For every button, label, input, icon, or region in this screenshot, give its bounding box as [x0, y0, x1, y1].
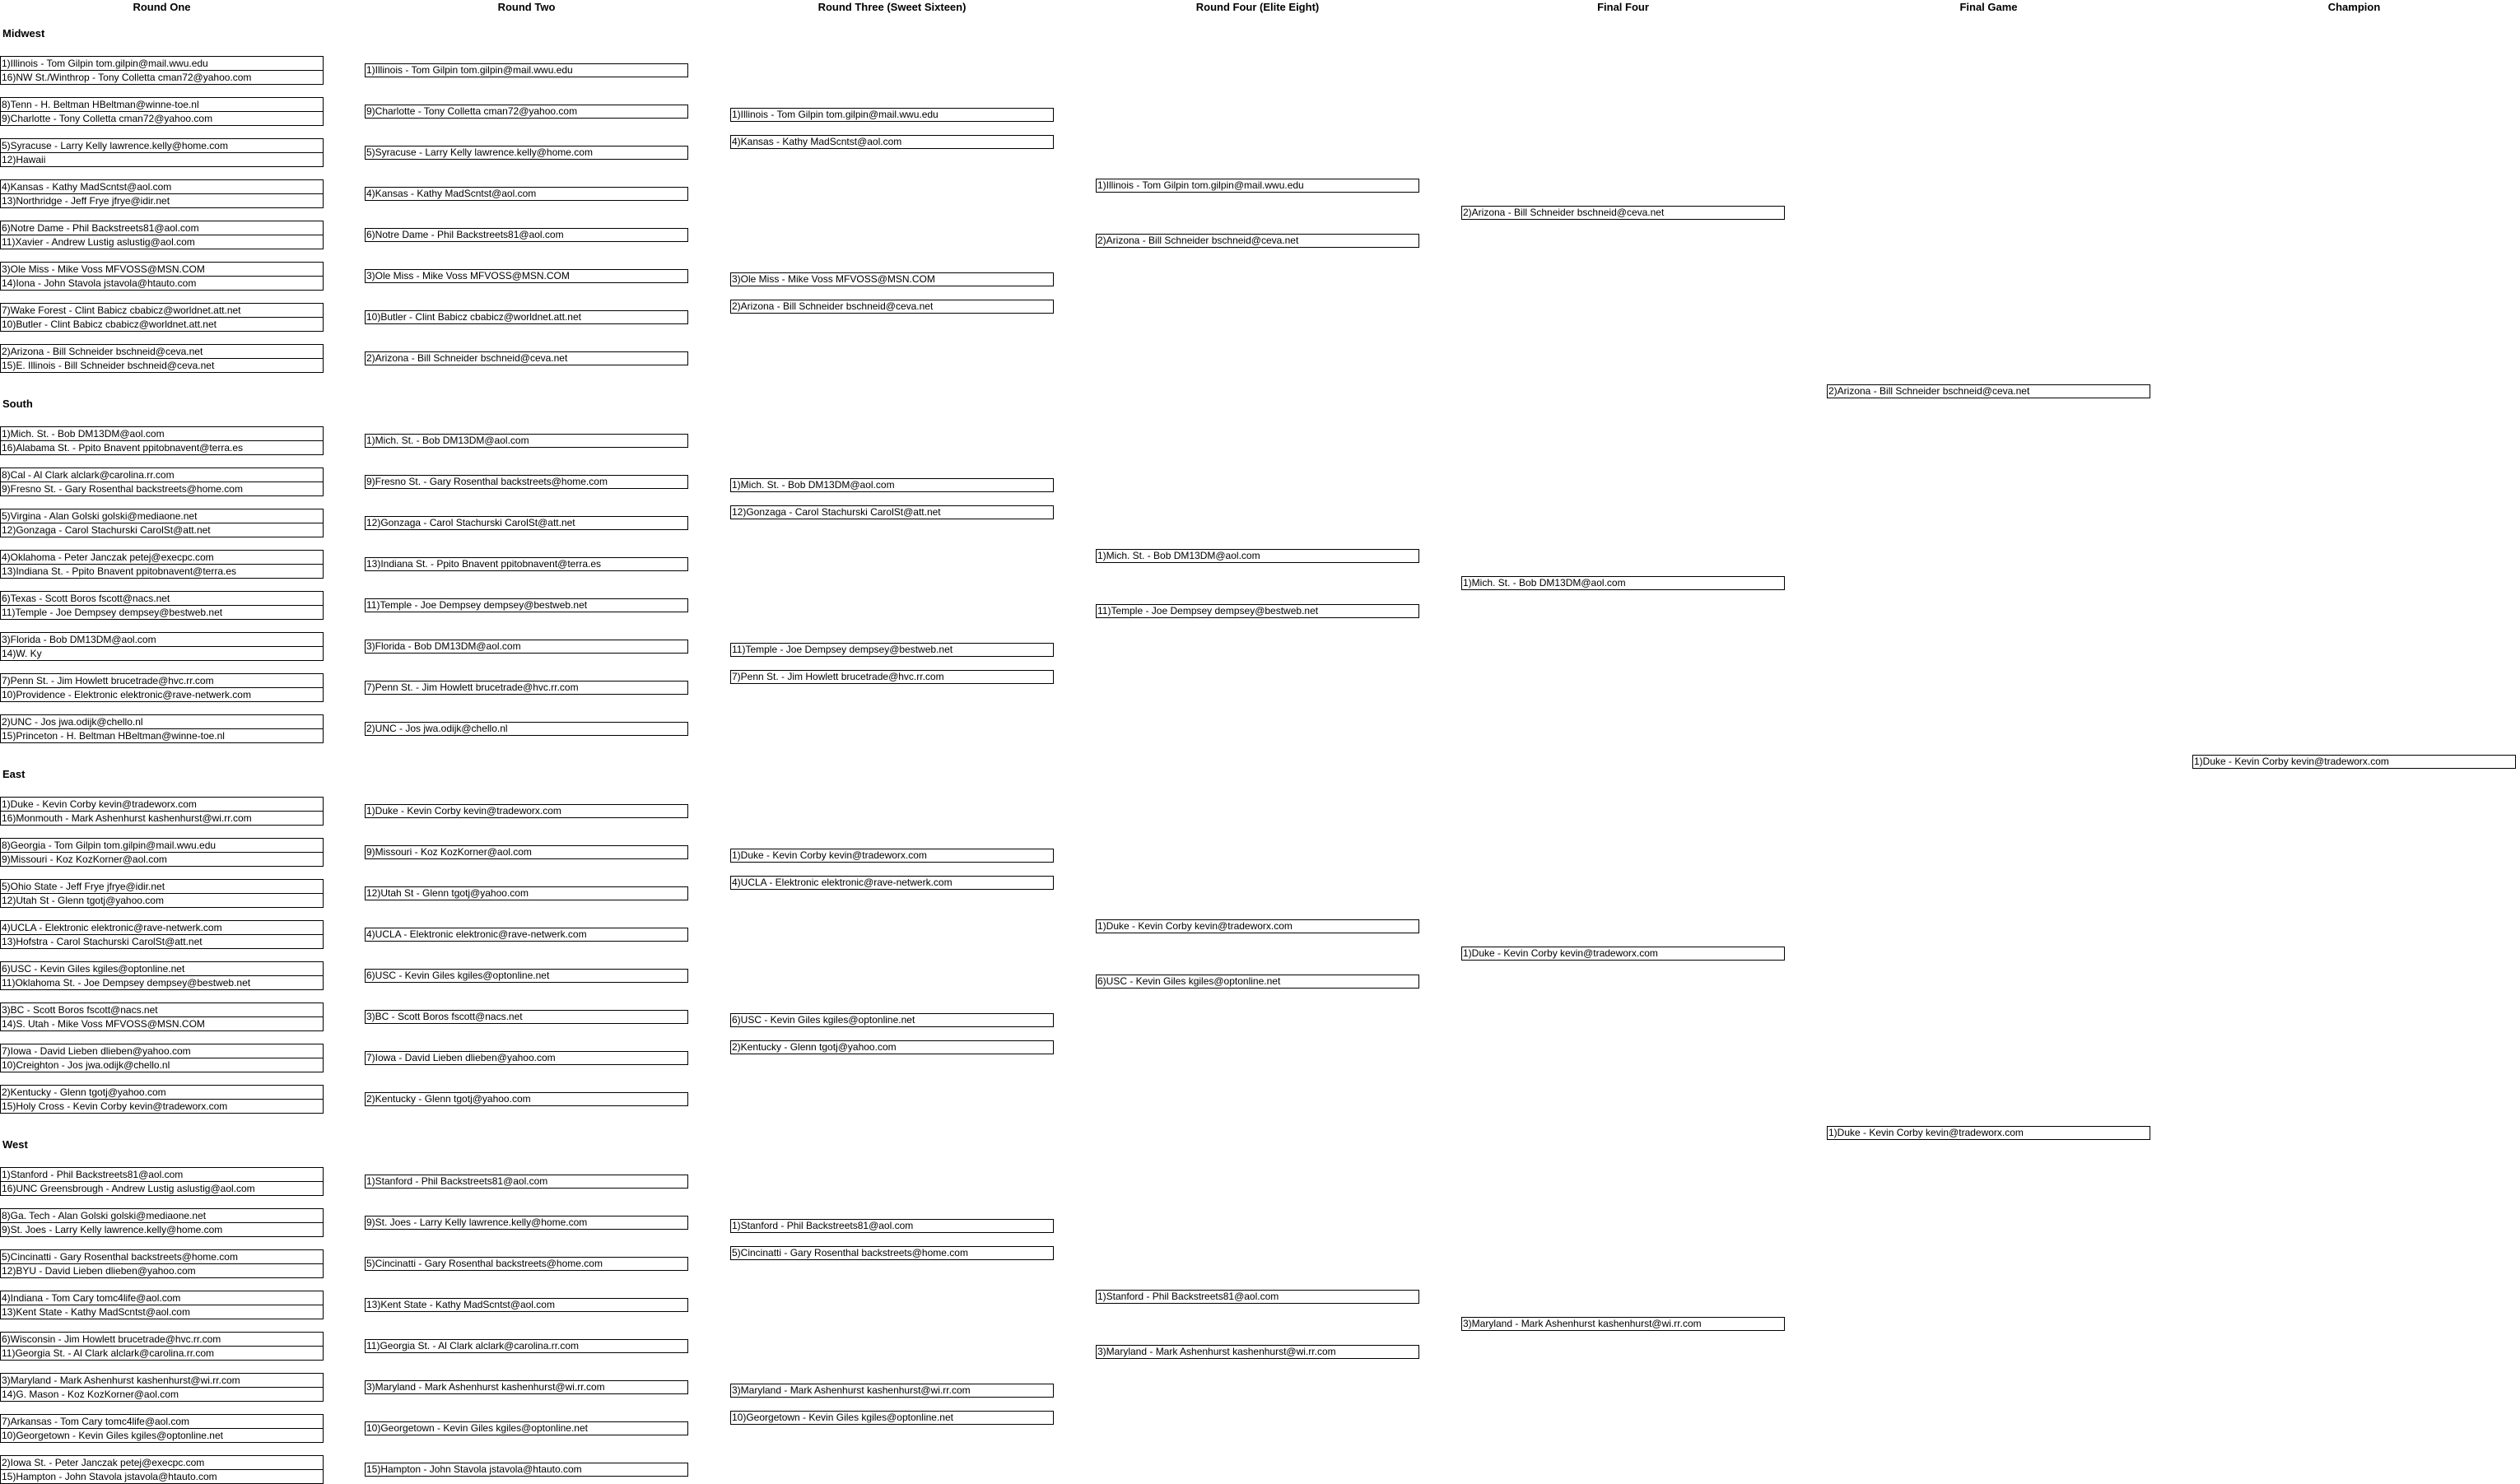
team-entry: 13)Northridge - Jeff Frye jfrye@idir.net — [1, 193, 323, 207]
team-entry: 11)Temple - Joe Dempsey dempsey@bestweb.net — [1, 605, 323, 619]
round3-pick: 1)Duke - Kevin Corby kevin@tradeworx.com — [730, 849, 1054, 863]
round3-pick: 1)Illinois - Tom Gilpin tom.gilpin@mail.wwu.edu — [730, 108, 1054, 122]
team-entry: 5)Cincinatti - Gary Rosenthal backstreets@home.com — [2, 1251, 238, 1263]
team-entry: 2)UNC - Jos jwa.odijk@chello.nl — [2, 716, 143, 728]
round4-pick: 2)Arizona - Bill Schneider bschneid@ceva.net — [1096, 234, 1419, 248]
team-entry: 1)Mich. St. - Bob DM13DM@aol.com — [2, 428, 165, 440]
team-entry: 10)Georgetown - Kevin Giles kgiles@optonline.net — [1, 1428, 323, 1442]
round1-matchup — [0, 632, 324, 661]
round2-pick: 13)Kent State - Kathy MadScntst@aol.com — [365, 1298, 688, 1312]
round2-pick: 3)BC - Scott Boros fscott@nacs.net — [365, 1010, 688, 1024]
round1-matchup — [0, 1455, 324, 1484]
team-entry: 15)Holy Cross - Kevin Corby kevin@tradeworx.com — [1, 1099, 323, 1113]
round2-pick: 7)Iowa - David Lieben dlieben@yahoo.com — [365, 1051, 688, 1065]
column-header-6: Final Game — [1959, 1, 2018, 13]
round2-pick: 11)Temple - Joe Dempsey dempsey@bestweb.net — [365, 598, 688, 612]
region-label-midwest: Midwest — [2, 27, 45, 40]
round2-pick: 2)UNC - Jos jwa.odijk@chello.nl — [365, 722, 688, 736]
team-entry: 2)Kentucky - Glenn tgotj@yahoo.com — [2, 1086, 166, 1098]
round2-pick: 11)Georgia St. - Al Clark alclark@carolina.rr.com — [365, 1339, 688, 1353]
round2-pick: 9)St. Joes - Larry Kelly lawrence.kelly@home.com — [365, 1216, 688, 1230]
round1-matchup — [0, 879, 324, 908]
round2-pick: 9)Missouri - Koz KozKorner@aol.com — [365, 845, 688, 859]
round1-matchup — [0, 1291, 324, 1319]
team-entry: 8)Tenn - H. Beltman HBeltman@winne-toe.nl — [2, 99, 199, 110]
round1-matchup — [0, 1414, 324, 1443]
round2-pick: 6)Notre Dame - Phil Backstreets81@aol.com — [365, 228, 688, 242]
round3-pick: 12)Gonzaga - Carol Stachurski CarolSt@att.net — [730, 505, 1054, 519]
round2-pick: 3)Ole Miss - Mike Voss MFVOSS@MSN.COM — [365, 269, 688, 283]
round4-pick: 1)Stanford - Phil Backstreets81@aol.com — [1096, 1290, 1419, 1304]
team-entry: 7)Iowa - David Lieben dlieben@yahoo.com — [2, 1045, 191, 1057]
round2-pick: 13)Indiana St. - Ppito Bnavent ppitobnavent@terra.es — [365, 557, 688, 571]
round3-pick: 5)Cincinatti - Gary Rosenthal backstreets@home.com — [730, 1246, 1054, 1260]
final-four-pick: 1)Mich. St. - Bob DM13DM@aol.com — [1461, 576, 1785, 590]
region-label-south: South — [2, 398, 33, 410]
region-label-west: West — [2, 1138, 28, 1151]
team-entry: 2)Iowa St. - Peter Janczak petej@execpc.com — [2, 1457, 205, 1468]
round2-pick: 9)Fresno St. - Gary Rosenthal backstreets@home.com — [365, 475, 688, 489]
column-header-3: Round Three (Sweet Sixteen) — [817, 1, 967, 13]
team-entry: 1)Illinois - Tom Gilpin tom.gilpin@mail.wwu.edu — [2, 58, 208, 69]
round1-matchup — [0, 1373, 324, 1402]
round4-pick: 3)Maryland - Mark Ashenhurst kashenhurst@wi.rr.com — [1096, 1345, 1419, 1359]
round2-pick: 5)Syracuse - Larry Kelly lawrence.kelly@home.com — [365, 146, 688, 160]
team-entry: 6)Wisconsin - Jim Howlett brucetrade@hvc.rr.com — [2, 1333, 221, 1345]
round1-matchup — [0, 303, 324, 332]
round3-pick: 2)Kentucky - Glenn tgotj@yahoo.com — [730, 1040, 1054, 1054]
column-header-1: Round One — [133, 1, 191, 13]
team-entry: 1)Duke - Kevin Corby kevin@tradeworx.com — [2, 798, 197, 810]
round1-matchup — [0, 138, 324, 167]
round3-pick: 1)Mich. St. - Bob DM13DM@aol.com — [730, 478, 1054, 492]
round4-pick: 1)Duke - Kevin Corby kevin@tradeworx.com — [1096, 919, 1419, 933]
team-entry: 16)Monmouth - Mark Ashenhurst kashenhurst@wi.rr.com — [1, 811, 323, 825]
final-game-pick: 1)Duke - Kevin Corby kevin@tradeworx.com — [1827, 1126, 2150, 1140]
team-entry: 14)G. Mason - Koz KozKorner@aol.com — [1, 1387, 323, 1401]
round1-matchup — [0, 97, 324, 126]
round3-pick: 2)Arizona - Bill Schneider bschneid@ceva.net — [730, 300, 1054, 314]
team-entry: 4)UCLA - Elektronic elektronic@rave-netwerk.com — [2, 922, 222, 933]
team-entry: 10)Creighton - Jos jwa.odijk@chello.nl — [1, 1058, 323, 1072]
round2-pick: 1)Illinois - Tom Gilpin tom.gilpin@mail.wwu.edu — [365, 63, 688, 77]
team-entry: 7)Wake Forest - Clint Babicz cbabicz@worldnet.att.net — [2, 305, 241, 316]
round3-pick: 10)Georgetown - Kevin Giles kgiles@optonline.net — [730, 1411, 1054, 1425]
region-label-east: East — [2, 768, 26, 780]
team-entry: 2)Arizona - Bill Schneider bschneid@ceva.net — [2, 346, 203, 357]
team-entry: 13)Hofstra - Carol Stachurski CarolSt@att.net — [1, 934, 323, 948]
round2-pick: 15)Hampton - John Stavola jstavola@htauto.com — [365, 1463, 688, 1477]
round2-pick: 4)UCLA - Elektronic elektronic@rave-netwerk.com — [365, 928, 688, 942]
team-entry: 14)Iona - John Stavola jstavola@htauto.com — [1, 276, 323, 290]
team-entry: 9)Fresno St. - Gary Rosenthal backstreets@home.com — [1, 481, 323, 495]
team-entry: 5)Syracuse - Larry Kelly lawrence.kelly@home.com — [2, 140, 228, 151]
team-entry: 16)UNC Greensbrough - Andrew Lustig aslustig@aol.com — [1, 1181, 323, 1195]
team-entry: 14)W. Ky — [1, 646, 323, 660]
round2-pick: 2)Kentucky - Glenn tgotj@yahoo.com — [365, 1092, 688, 1106]
round1-matchup — [0, 797, 324, 826]
team-entry: 13)Indiana St. - Ppito Bnavent ppitobnavent@terra.es — [1, 564, 323, 578]
final-four-pick: 1)Duke - Kevin Corby kevin@tradeworx.com — [1461, 947, 1785, 961]
round4-pick: 1)Mich. St. - Bob DM13DM@aol.com — [1096, 549, 1419, 563]
team-entry: 11)Xavier - Andrew Lustig aslustig@aol.com — [1, 235, 323, 249]
final-game-pick: 2)Arizona - Bill Schneider bschneid@ceva.net — [1827, 384, 2150, 398]
round3-pick: 4)Kansas - Kathy MadScntst@aol.com — [730, 135, 1054, 149]
round2-pick: 10)Butler - Clint Babicz cbabicz@worldnet.att.net — [365, 310, 688, 324]
final-four-pick: 2)Arizona - Bill Schneider bschneid@ceva.net — [1461, 206, 1785, 220]
round2-pick: 1)Duke - Kevin Corby kevin@tradeworx.com — [365, 804, 688, 818]
round1-matchup — [0, 920, 324, 949]
round4-pick: 6)USC - Kevin Giles kgiles@optonline.net — [1096, 975, 1419, 989]
round3-pick: 4)UCLA - Elektronic elektronic@rave-netwerk.com — [730, 876, 1054, 890]
team-entry: 9)St. Joes - Larry Kelly lawrence.kelly@home.com — [1, 1222, 323, 1236]
round1-matchup — [0, 550, 324, 579]
team-entry: 9)Charlotte - Tony Colletta cman72@yahoo.com — [1, 111, 323, 125]
team-entry: 8)Cal - Al Clark alclark@carolina.rr.com — [2, 469, 175, 481]
round3-pick: 7)Penn St. - Jim Howlett brucetrade@hvc.rr.com — [730, 670, 1054, 684]
round2-pick: 2)Arizona - Bill Schneider bschneid@ceva.net — [365, 351, 688, 365]
round2-pick: 1)Stanford - Phil Backstreets81@aol.com — [365, 1175, 688, 1189]
round1-matchup — [0, 1085, 324, 1114]
round1-matchup — [0, 426, 324, 455]
round1-matchup — [0, 1167, 324, 1196]
round1-matchup — [0, 591, 324, 620]
team-entry: 10)Providence - Elektronic elektronic@rave-netwerk.com — [1, 687, 323, 701]
team-entry: 4)Indiana - Tom Cary tomc4life@aol.com — [2, 1292, 181, 1304]
round1-matchup — [0, 344, 324, 373]
team-entry: 4)Oklahoma - Peter Janczak petej@execpc.com — [2, 551, 214, 563]
team-entry: 14)S. Utah - Mike Voss MFVOSS@MSN.COM — [1, 1016, 323, 1030]
column-header-4: Round Four (Elite Eight) — [1195, 1, 1320, 13]
round3-pick: 11)Temple - Joe Dempsey dempsey@bestweb.net — [730, 643, 1054, 657]
team-entry: 15)Hampton - John Stavola jstavola@htauto.com — [1, 1469, 323, 1483]
round2-pick: 1)Mich. St. - Bob DM13DM@aol.com — [365, 434, 688, 448]
round3-pick: 6)USC - Kevin Giles kgiles@optonline.net — [730, 1013, 1054, 1027]
round2-pick: 3)Maryland - Mark Ashenhurst kashenhurst@wi.rr.com — [365, 1380, 688, 1394]
team-entry: 16)Alabama St. - Ppito Bnavent ppitobnavent@terra.es — [1, 440, 323, 454]
round1-matchup — [0, 468, 324, 496]
team-entry: 6)Notre Dame - Phil Backstreets81@aol.com — [2, 222, 199, 234]
team-entry: 12)Gonzaga - Carol Stachurski CarolSt@att.net — [1, 523, 323, 537]
round2-pick: 4)Kansas - Kathy MadScntst@aol.com — [365, 187, 688, 201]
team-entry: 4)Kansas - Kathy MadScntst@aol.com — [2, 181, 172, 193]
round3-pick: 3)Ole Miss - Mike Voss MFVOSS@MSN.COM — [730, 272, 1054, 286]
team-entry: 7)Arkansas - Tom Cary tomc4life@aol.com — [2, 1416, 190, 1427]
champion-pick: 1)Duke - Kevin Corby kevin@tradeworx.com — [2192, 755, 2516, 769]
team-entry: 1)Stanford - Phil Backstreets81@aol.com — [2, 1169, 184, 1180]
round2-pick: 12)Utah St - Glenn tgotj@yahoo.com — [365, 886, 688, 900]
round1-matchup — [0, 262, 324, 291]
team-entry: 10)Butler - Clint Babicz cbabicz@worldnet.att.net — [1, 317, 323, 331]
column-header-7: Champion — [2327, 1, 2381, 13]
round1-matchup — [0, 714, 324, 743]
round1-matchup — [0, 838, 324, 867]
round1-matchup — [0, 221, 324, 249]
round2-pick: 7)Penn St. - Jim Howlett brucetrade@hvc.rr.com — [365, 681, 688, 695]
round1-matchup — [0, 673, 324, 702]
round2-pick: 3)Florida - Bob DM13DM@aol.com — [365, 640, 688, 654]
round2-pick: 12)Gonzaga - Carol Stachurski CarolSt@att.net — [365, 516, 688, 530]
team-entry: 7)Penn St. - Jim Howlett brucetrade@hvc.rr.com — [2, 675, 214, 686]
round1-matchup — [0, 961, 324, 990]
team-entry: 3)Maryland - Mark Ashenhurst kashenhurst@wi.rr.com — [2, 1375, 240, 1386]
team-entry: 3)BC - Scott Boros fscott@nacs.net — [2, 1004, 158, 1016]
team-entry: 13)Kent State - Kathy MadScntst@aol.com — [1, 1305, 323, 1319]
round1-matchup — [0, 179, 324, 208]
column-header-5: Final Four — [1597, 1, 1649, 13]
round1-matchup — [0, 1003, 324, 1031]
team-entry: 12)BYU - David Lieben dlieben@yahoo.com — [1, 1263, 323, 1277]
team-entry: 15)E. Illinois - Bill Schneider bschneid@ceva.net — [1, 358, 323, 372]
team-entry: 11)Oklahoma St. - Joe Dempsey dempsey@bestweb.net — [1, 975, 323, 989]
team-entry: 8)Georgia - Tom Gilpin tom.gilpin@mail.wwu.edu — [2, 840, 217, 851]
round2-pick: 10)Georgetown - Kevin Giles kgiles@optonline.net — [365, 1421, 688, 1435]
final-four-pick: 3)Maryland - Mark Ashenhurst kashenhurst@wi.rr.com — [1461, 1317, 1785, 1331]
team-entry: 6)USC - Kevin Giles kgiles@optonline.net — [2, 963, 185, 975]
round2-pick: 5)Cincinatti - Gary Rosenthal backstreets@home.com — [365, 1257, 688, 1271]
round1-matchup — [0, 1332, 324, 1361]
round1-matchup — [0, 509, 324, 537]
round1-matchup — [0, 56, 324, 85]
team-entry: 6)Texas - Scott Boros fscott@nacs.net — [2, 593, 170, 604]
team-entry: 12)Hawaii — [1, 152, 323, 166]
team-entry: 5)Ohio State - Jeff Frye jfrye@idir.net — [2, 881, 165, 892]
round4-pick: 11)Temple - Joe Dempsey dempsey@bestweb.net — [1096, 604, 1419, 618]
column-header-2: Round Two — [497, 1, 556, 13]
round2-pick: 9)Charlotte - Tony Colletta cman72@yahoo.com — [365, 105, 688, 119]
team-entry: 8)Ga. Tech - Alan Golski golski@mediaone.net — [2, 1210, 207, 1221]
team-entry: 15)Princeton - H. Beltman HBeltman@winne-toe.nl — [1, 728, 323, 742]
team-entry: 12)Utah St - Glenn tgotj@yahoo.com — [1, 893, 323, 907]
round3-pick: 1)Stanford - Phil Backstreets81@aol.com — [730, 1219, 1054, 1233]
round1-matchup — [0, 1249, 324, 1278]
round1-matchup — [0, 1044, 324, 1072]
team-entry: 3)Ole Miss - Mike Voss MFVOSS@MSN.COM — [2, 263, 205, 275]
round1-matchup — [0, 1208, 324, 1237]
team-entry: 9)Missouri - Koz KozKorner@aol.com — [1, 852, 323, 866]
team-entry: 5)Virgina - Alan Golski golski@mediaone.net — [2, 510, 198, 522]
team-entry: 16)NW St./Winthrop - Tony Colletta cman72@yahoo.com — [1, 70, 323, 84]
team-entry: 3)Florida - Bob DM13DM@aol.com — [2, 634, 156, 645]
round2-pick: 6)USC - Kevin Giles kgiles@optonline.net — [365, 969, 688, 983]
round3-pick: 3)Maryland - Mark Ashenhurst kashenhurst@wi.rr.com — [730, 1384, 1054, 1398]
round4-pick: 1)Illinois - Tom Gilpin tom.gilpin@mail.wwu.edu — [1096, 179, 1419, 193]
team-entry: 11)Georgia St. - Al Clark alclark@carolina.rr.com — [1, 1346, 323, 1360]
